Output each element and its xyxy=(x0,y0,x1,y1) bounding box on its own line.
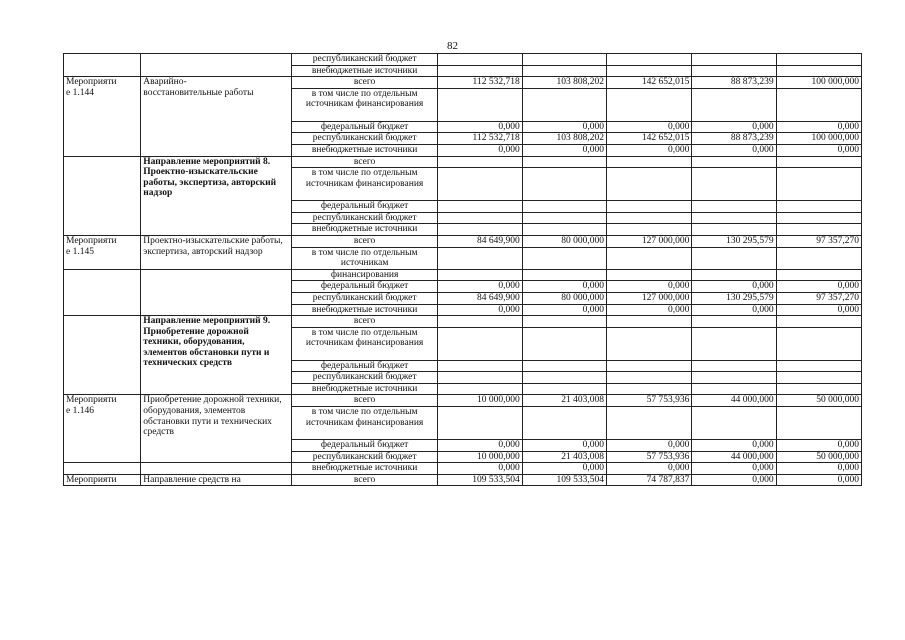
funding-source-cell: федеральный бюджет xyxy=(291,440,438,452)
amount-cell xyxy=(692,65,776,77)
funding-source-cell: республиканский бюджет xyxy=(291,372,438,384)
amount-cell xyxy=(776,224,861,236)
amount-cell xyxy=(607,269,692,281)
funding-source-cell: федеральный бюджет xyxy=(291,360,438,372)
amount-cell xyxy=(776,269,861,281)
amount-cell: 21 403,008 xyxy=(522,395,606,407)
measure-code-cell: Мероприяти е 1.145 xyxy=(64,235,141,269)
amount-cell xyxy=(522,88,606,121)
amount-cell: 0,000 xyxy=(607,281,692,293)
amount-cell xyxy=(607,327,692,360)
amount-cell: 109 533,504 xyxy=(438,474,522,486)
amount-cell xyxy=(692,383,776,395)
funding-source-cell: внебюджетные источники xyxy=(291,144,438,156)
amount-cell xyxy=(522,156,606,168)
amount-cell: 0,000 xyxy=(776,463,861,475)
amount-cell xyxy=(522,372,606,384)
amount-cell: 0,000 xyxy=(522,144,606,156)
amount-cell: 0,000 xyxy=(776,440,861,452)
amount-cell: 0,000 xyxy=(692,474,776,486)
amount-cell xyxy=(692,327,776,360)
funding-source-cell: всего xyxy=(291,77,438,89)
funding-source-cell: в том числе по отдельным источникам финансирования xyxy=(291,88,438,121)
direction-name-cell: Направление мероприятий 8. Проектно-изыскательские работы, экспертиза, авторский надзор xyxy=(141,156,292,235)
amount-cell xyxy=(607,156,692,168)
funding-source-cell: в том числе по отдельным источникам финансирования xyxy=(291,168,438,201)
amount-cell: 142 652,015 xyxy=(607,133,692,145)
measure-name-cell xyxy=(141,269,292,315)
amount-cell: 88 873,239 xyxy=(692,77,776,89)
amount-cell xyxy=(438,65,522,77)
amount-cell xyxy=(522,224,606,236)
funding-source-cell: республиканский бюджет xyxy=(291,54,438,66)
amount-cell xyxy=(776,156,861,168)
funding-source-cell: всего xyxy=(291,156,438,168)
measure-name-cell: Проектно-изыскательские работы, экспертиза, авторский надзор xyxy=(141,235,292,269)
amount-cell xyxy=(776,360,861,372)
measure-name-cell: Приобретение дорожной техники, оборудования, элементов обстановки пути и технических средств xyxy=(141,395,292,463)
amount-cell xyxy=(776,201,861,213)
table-row xyxy=(64,269,862,281)
funding-source-cell: в том числе по отдельным источникам финансирования xyxy=(291,407,438,440)
amount-cell xyxy=(438,88,522,121)
amount-cell: 84 649,900 xyxy=(438,292,522,304)
amount-cell: 0,000 xyxy=(776,144,861,156)
funding-source-cell: всего xyxy=(291,235,438,247)
measure-code-cell xyxy=(64,156,141,235)
amount-cell xyxy=(438,407,522,440)
amount-cell xyxy=(692,269,776,281)
amount-cell xyxy=(438,201,522,213)
amount-cell xyxy=(438,212,522,224)
funding-source-cell: федеральный бюджет xyxy=(291,201,438,213)
amount-cell: 0,000 xyxy=(692,121,776,133)
amount-cell xyxy=(607,407,692,440)
table-row xyxy=(64,474,862,486)
direction-name-cell: Направление мероприятий 9. Приобретение дорожной техники, оборудования, элементов обстановки пути и технических средств xyxy=(141,316,292,395)
amount-cell: 0,000 xyxy=(776,121,861,133)
measure-code-cell xyxy=(64,463,141,475)
amount-cell: 0,000 xyxy=(607,144,692,156)
amount-cell: 97 357,270 xyxy=(776,235,861,247)
amount-cell xyxy=(438,316,522,328)
funding-source-cell: внебюджетные источники xyxy=(291,463,438,475)
amount-cell xyxy=(438,269,522,281)
funding-source-cell: республиканский бюджет xyxy=(291,133,438,145)
amount-cell xyxy=(692,168,776,201)
amount-cell: 0,000 xyxy=(607,463,692,475)
amount-cell xyxy=(607,224,692,236)
amount-cell: 0,000 xyxy=(522,304,606,316)
measure-name-cell: Направление средств на xyxy=(141,474,292,486)
table-row xyxy=(64,316,862,328)
amount-cell xyxy=(438,224,522,236)
amount-cell: 0,000 xyxy=(776,474,861,486)
amount-cell xyxy=(776,212,861,224)
amount-cell: 0,000 xyxy=(776,281,861,293)
amount-cell xyxy=(522,360,606,372)
amount-cell xyxy=(607,247,692,269)
amount-cell: 103 808,202 xyxy=(522,77,606,89)
table-row xyxy=(64,463,862,475)
amount-cell: 0,000 xyxy=(522,281,606,293)
amount-cell xyxy=(776,407,861,440)
amount-cell xyxy=(776,65,861,77)
amount-cell: 0,000 xyxy=(522,440,606,452)
amount-cell xyxy=(522,316,606,328)
amount-cell xyxy=(438,54,522,66)
amount-cell xyxy=(522,269,606,281)
amount-cell: 0,000 xyxy=(522,121,606,133)
table-row xyxy=(64,54,862,66)
funding-source-cell: республиканский бюджет xyxy=(291,451,438,463)
amount-cell: 0,000 xyxy=(607,304,692,316)
amount-cell xyxy=(692,407,776,440)
funding-source-cell: внебюджетные источники xyxy=(291,65,438,77)
amount-cell: 21 403,008 xyxy=(522,451,606,463)
amount-cell: 0,000 xyxy=(522,463,606,475)
amount-cell: 142 652,015 xyxy=(607,77,692,89)
amount-cell: 0,000 xyxy=(438,121,522,133)
measure-name-cell xyxy=(141,463,292,475)
amount-cell xyxy=(522,247,606,269)
measure-name-cell xyxy=(141,54,292,77)
amount-cell: 84 649,900 xyxy=(438,235,522,247)
amount-cell: 112 532,718 xyxy=(438,77,522,89)
amount-cell xyxy=(438,327,522,360)
amount-cell xyxy=(438,247,522,269)
table-row xyxy=(64,77,862,89)
funding-source-cell: в том числе по отдельным источникам финансирования xyxy=(291,327,438,360)
amount-cell xyxy=(522,407,606,440)
amount-cell xyxy=(522,54,606,66)
amount-cell: 0,000 xyxy=(438,304,522,316)
amount-cell: 10 000,000 xyxy=(438,395,522,407)
funding-source-cell: всего xyxy=(291,395,438,407)
amount-cell xyxy=(776,327,861,360)
amount-cell xyxy=(776,383,861,395)
amount-cell xyxy=(692,212,776,224)
amount-cell: 0,000 xyxy=(438,144,522,156)
amount-cell xyxy=(522,201,606,213)
amount-cell: 130 295,579 xyxy=(692,292,776,304)
amount-cell: 100 000,000 xyxy=(776,133,861,145)
amount-cell xyxy=(692,88,776,121)
amount-cell xyxy=(522,383,606,395)
amount-cell xyxy=(776,88,861,121)
amount-cell xyxy=(607,360,692,372)
measure-name-cell: Аварийно- восстановительные работы xyxy=(141,77,292,156)
amount-cell xyxy=(607,372,692,384)
amount-cell xyxy=(776,247,861,269)
amount-cell xyxy=(692,360,776,372)
amount-cell: 109 533,504 xyxy=(522,474,606,486)
amount-cell xyxy=(607,168,692,201)
amount-cell: 80 000,000 xyxy=(522,292,606,304)
amount-cell xyxy=(607,88,692,121)
measure-code-cell: Мероприяти е 1.144 xyxy=(64,77,141,156)
amount-cell: 44 000,000 xyxy=(692,395,776,407)
amount-cell xyxy=(776,316,861,328)
amount-cell: 80 000,000 xyxy=(522,235,606,247)
amount-cell: 88 873,239 xyxy=(692,133,776,145)
amount-cell: 74 787,837 xyxy=(607,474,692,486)
amount-cell: 0,000 xyxy=(692,304,776,316)
measure-code-cell xyxy=(64,269,141,315)
amount-cell: 10 000,000 xyxy=(438,451,522,463)
funding-source-cell: всего xyxy=(291,316,438,328)
funding-source-cell: республиканский бюджет xyxy=(291,292,438,304)
amount-cell xyxy=(438,156,522,168)
amount-cell xyxy=(692,224,776,236)
amount-cell xyxy=(522,327,606,360)
amount-cell xyxy=(607,383,692,395)
amount-cell: 57 753,936 xyxy=(607,451,692,463)
table-row xyxy=(64,235,862,247)
amount-cell xyxy=(607,316,692,328)
funding-source-cell: федеральный бюджет xyxy=(291,281,438,293)
amount-cell xyxy=(522,212,606,224)
amount-cell: 0,000 xyxy=(776,304,861,316)
amount-cell xyxy=(692,201,776,213)
amount-cell xyxy=(776,372,861,384)
amount-cell: 57 753,936 xyxy=(607,395,692,407)
funding-source-cell: внебюджетные источники xyxy=(291,383,438,395)
funding-source-cell: республиканский бюджет xyxy=(291,212,438,224)
amount-cell: 100 000,000 xyxy=(776,77,861,89)
budget-table-body xyxy=(64,54,862,486)
funding-source-cell: федеральный бюджет xyxy=(291,121,438,133)
funding-source-cell: в том числе по отдельным источникам xyxy=(291,247,438,269)
amount-cell xyxy=(607,54,692,66)
amount-cell: 50 000,000 xyxy=(776,395,861,407)
amount-cell: 127 000,000 xyxy=(607,292,692,304)
amount-cell xyxy=(692,316,776,328)
amount-cell xyxy=(776,168,861,201)
amount-cell: 103 808,202 xyxy=(522,133,606,145)
budget-table xyxy=(63,53,862,486)
page-number: 82 xyxy=(447,40,458,52)
measure-code-cell: Мероприяти xyxy=(64,474,141,486)
amount-cell xyxy=(692,54,776,66)
funding-source-cell: финансирования xyxy=(291,269,438,281)
amount-cell: 112 532,718 xyxy=(438,133,522,145)
amount-cell xyxy=(438,383,522,395)
funding-source-cell: всего xyxy=(291,474,438,486)
funding-source-cell: внебюджетные источники xyxy=(291,304,438,316)
amount-cell: 0,000 xyxy=(692,144,776,156)
measure-code-cell xyxy=(64,316,141,395)
measure-code-cell: Мероприяти е 1.146 xyxy=(64,395,141,463)
amount-cell: 0,000 xyxy=(607,121,692,133)
amount-cell: 127 000,000 xyxy=(607,235,692,247)
amount-cell: 44 000,000 xyxy=(692,451,776,463)
amount-cell: 0,000 xyxy=(607,440,692,452)
amount-cell: 97 357,270 xyxy=(776,292,861,304)
amount-cell: 0,000 xyxy=(438,463,522,475)
measure-code-cell xyxy=(64,54,141,77)
amount-cell xyxy=(438,168,522,201)
table-row xyxy=(64,156,862,168)
amount-cell xyxy=(607,65,692,77)
amount-cell: 0,000 xyxy=(692,281,776,293)
table-row xyxy=(64,395,862,407)
amount-cell xyxy=(776,54,861,66)
amount-cell: 0,000 xyxy=(438,281,522,293)
amount-cell: 0,000 xyxy=(692,463,776,475)
amount-cell xyxy=(692,156,776,168)
amount-cell xyxy=(692,247,776,269)
amount-cell xyxy=(607,212,692,224)
amount-cell: 130 295,579 xyxy=(692,235,776,247)
amount-cell xyxy=(438,372,522,384)
amount-cell xyxy=(522,168,606,201)
amount-cell xyxy=(438,360,522,372)
amount-cell: 0,000 xyxy=(692,440,776,452)
amount-cell xyxy=(692,372,776,384)
funding-source-cell: внебюджетные источники xyxy=(291,224,438,236)
amount-cell: 50 000,000 xyxy=(776,451,861,463)
amount-cell xyxy=(522,65,606,77)
amount-cell xyxy=(607,201,692,213)
amount-cell: 0,000 xyxy=(438,440,522,452)
